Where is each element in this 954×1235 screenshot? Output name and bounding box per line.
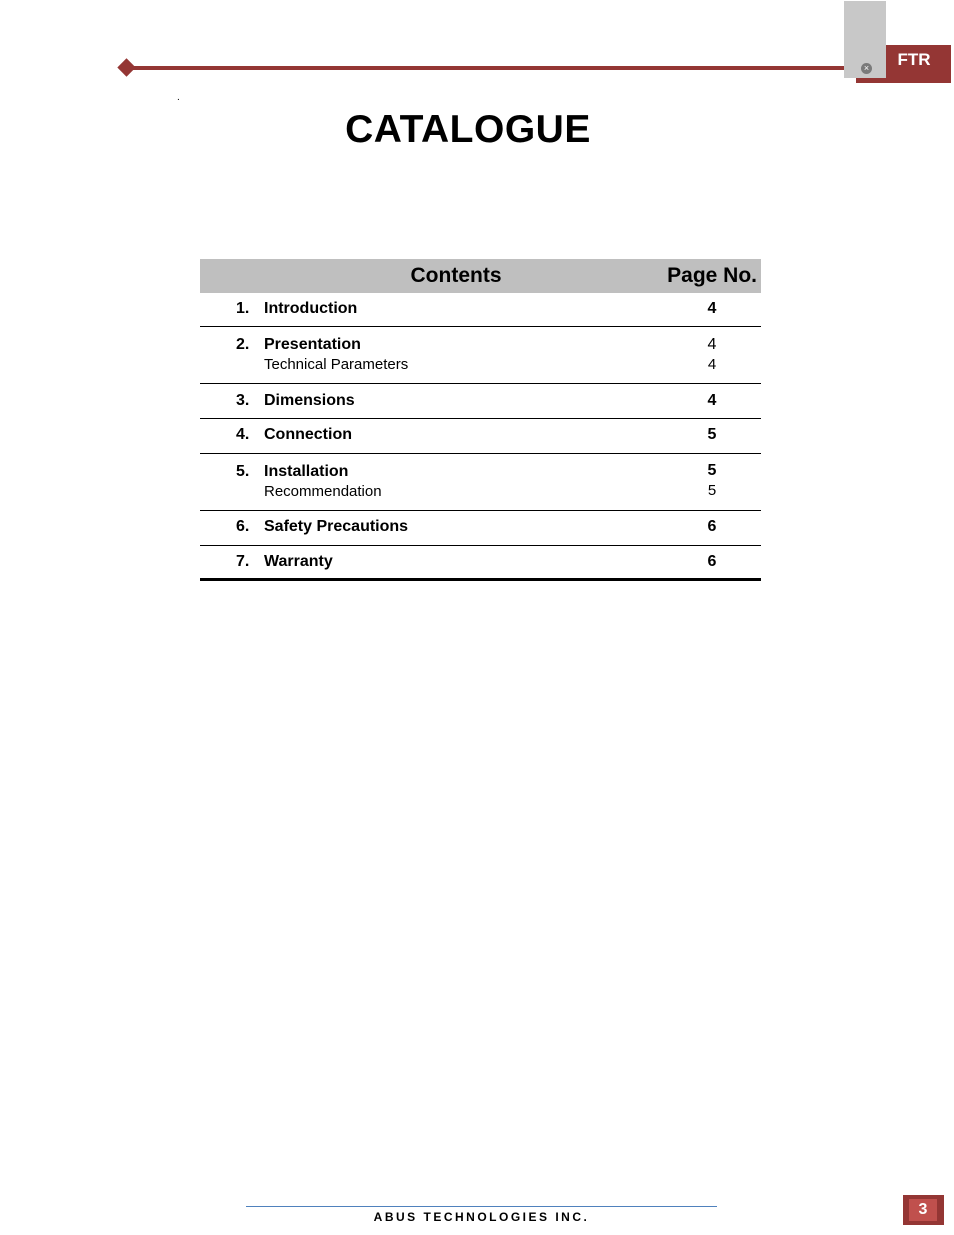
toc-header-page: Page No. [667, 264, 757, 287]
close-circle-icon: × [861, 63, 872, 74]
toc-row-label: Dimensions [264, 392, 355, 409]
header-tab-gray-inner [856, 45, 886, 78]
toc-row-number: 2. [236, 336, 250, 353]
toc-row-installation[interactable] [200, 454, 761, 511]
toc-row-dimensions[interactable] [200, 384, 761, 419]
toc-row-number: 3. [236, 392, 250, 409]
toc-subrow-label: Technical Parameters [264, 356, 409, 373]
header-rule [128, 66, 844, 70]
toc-row-page: 6 [707, 553, 717, 570]
page-number-badge [903, 1195, 944, 1225]
toc-row-page: 4 [707, 336, 717, 353]
toc-subrow-page: 5 [707, 482, 717, 499]
toc-header-contents: Contents [410, 264, 502, 287]
toc-row-number: 4. [236, 426, 250, 443]
toc-row-warranty[interactable] [200, 546, 761, 581]
toc-row-number: 5. [236, 463, 250, 480]
footer-rule [246, 1206, 717, 1207]
toc-row-page: 4 [707, 300, 717, 317]
toc-row-introduction[interactable] [200, 293, 761, 327]
toc-row-label: Connection [264, 426, 352, 443]
table-of-contents [200, 259, 761, 581]
page-title: CATALOGUE [345, 108, 591, 151]
toc-row-connection[interactable] [200, 419, 761, 454]
toc-row-page: 6 [707, 518, 717, 535]
header-tab-label: FTR [897, 50, 931, 69]
toc-row-page: 4 [707, 392, 717, 409]
toc-subrow-label: Recommendation [264, 483, 382, 500]
toc-row-safety-precautions[interactable] [200, 511, 761, 546]
footer-company: ABUS TECHNOLOGIES INC. [373, 1210, 590, 1224]
toc-row-page: 5 [707, 426, 717, 443]
stray-dot: . [177, 92, 180, 103]
toc-row-label: Introduction [264, 300, 358, 317]
toc-row-label: Safety Precautions [264, 518, 409, 535]
toc-row-number: 6. [236, 518, 250, 535]
toc-row-label: Installation [264, 463, 349, 480]
toc-row-label: Presentation [264, 336, 361, 353]
toc-row-page: 5 [707, 462, 717, 479]
toc-row-number: 7. [236, 553, 250, 570]
toc-header [200, 259, 761, 293]
toc-row-presentation[interactable] [200, 327, 761, 384]
header-diamond-icon [117, 58, 135, 76]
toc-row-number: 1. [236, 300, 250, 317]
toc-row-label: Warranty [264, 553, 333, 570]
toc-subrow-page: 4 [707, 356, 717, 373]
page-number: 3 [909, 1199, 937, 1221]
